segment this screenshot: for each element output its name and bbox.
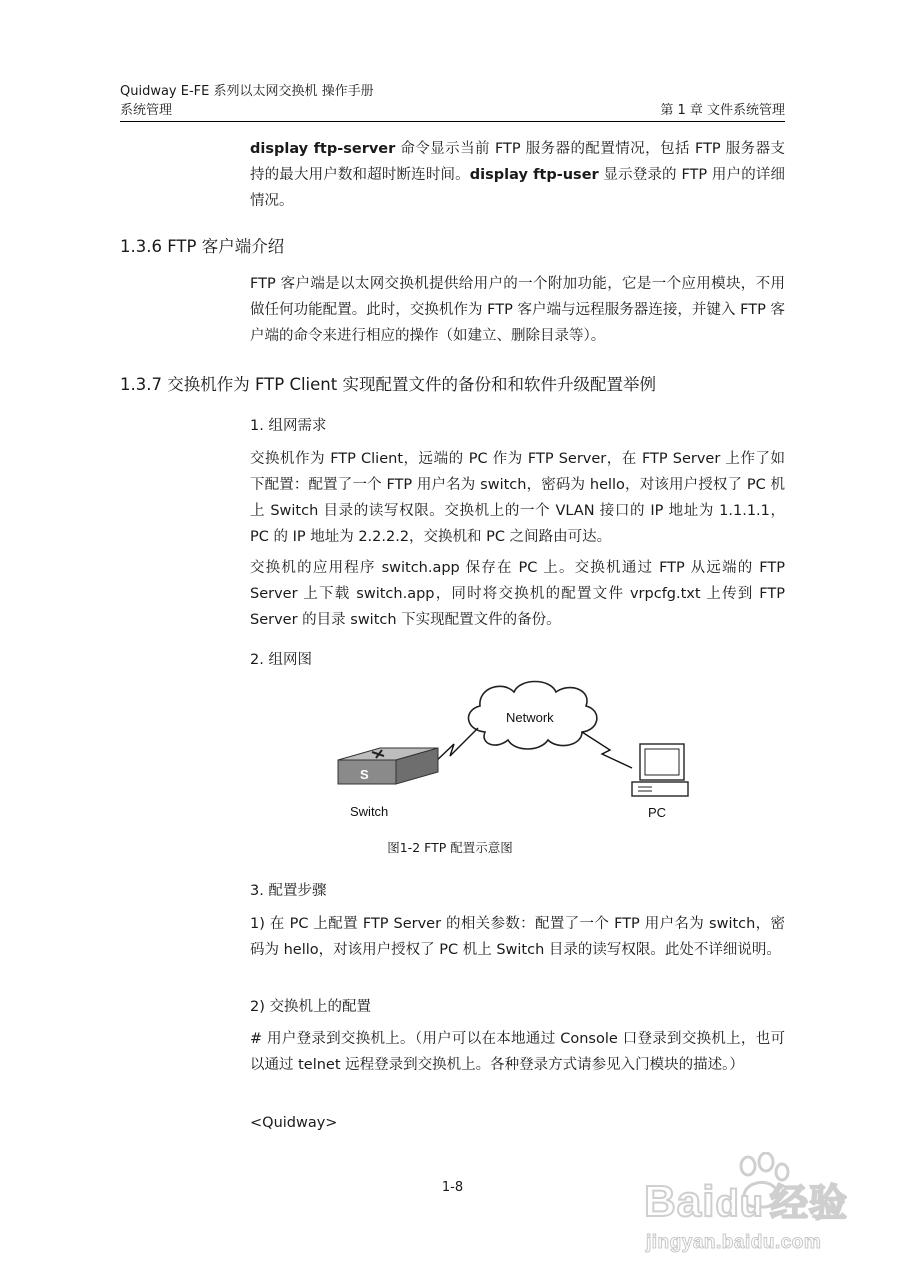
page-number: 1-8 [441, 1180, 464, 1195]
pc-computer-icon [632, 744, 688, 796]
watermark-jingyan: 经验 [769, 1183, 848, 1225]
cmd-display-ftp-server: display ftp-server [250, 141, 396, 157]
intro-text-1: 命令显示当前 FTP 服务器的配置情况，包括 FTP 服务器支持的最大用户数和超时断连时间。 [250, 141, 786, 183]
subheading-steps: 3. 配置步骤 [250, 883, 327, 899]
figure-caption: 图1-2 FTP 配置示意图 [387, 840, 513, 855]
header-section: 系统管理 [120, 103, 173, 118]
watermark-bai: Bai [644, 1177, 716, 1226]
cmd-display-ftp-user: display ftp-user [469, 167, 599, 183]
watermark-url: jingyan.baidu.com [646, 1232, 822, 1253]
heading-1-3-6: 1.3.6 FTP 客户端介绍 [120, 237, 285, 256]
header-rule [120, 121, 785, 122]
switch-label: Switch [350, 804, 389, 819]
step-2-note: # 用户登录到交换机上。（用户可以在本地通过 Console 口登录到交换机上，也可以通过 telnet 远程登录到交换机上。各种登录方式请参见入门模块的描述。） [250, 1031, 785, 1073]
switch-device [338, 748, 438, 784]
subheading-requirements: 1. 组网需求 [250, 418, 327, 434]
step-1-paragraph: 1) 在 PC 上配置 FTP Server 的相关参数：配置了一个 FTP 用户名为 switch，密码为 hello，对该用户授权了 PC 机上 Switch 目录的读写权限。此处不详细说明。 [250, 916, 785, 958]
network-diagram [320, 670, 720, 830]
network-label: Network [506, 710, 554, 725]
watermark-du: du [715, 1183, 764, 1225]
intro-text-2: 显示登录的 FTP 用户的详细情况。 [250, 167, 786, 209]
baidu-jingyan-watermark [640, 1152, 890, 1262]
link-switch-network [432, 728, 478, 765]
requirements-paragraph-1: 交换机作为 FTP Client，远端的 PC 作为 FTP Server，在 FTP Server 上作了如下配置：配置了一个 FTP 用户名为 switch，密码为 hello，对该用户授权了 PC 机上 Switch 目录的读写权限。交换机上的一个 VLAN 接口的 IP 地址为 1.1.1.1，PC 的 IP 地址为 2.2.2.2，交换机和 PC 之间路由可达。 [250, 451, 785, 545]
header-chapter: 第 1 章 文件系统管理 [660, 103, 785, 118]
link-network-pc [582, 732, 632, 768]
subheading-diagram: 2. 组网图 [250, 652, 312, 668]
ftp-client-paragraph: FTP 客户端是以太网交换机提供给用户的一个附加功能，它是一个应用模块，不用做任何功能配置。此时，交换机作为 FTP 客户端与远程服务器连接，并键入 FTP 客户端的命令来进行相应的操作（如建立、删除目录等）。 [250, 276, 785, 344]
pc-label: PC [648, 805, 667, 820]
switch-glyph: S [360, 767, 369, 782]
header-title: Quidway E-FE 系列以太网交换机 操作手册 [120, 84, 374, 99]
requirements-paragraph-2: 交换机的应用程序 switch.app 保存在 PC 上。交换机通过 FTP 从远端的 FTP Server 上下载 switch.app，同时将交换机的配置文件 vrpcfg.txt 上传到 FTP Server 的目录 switch 下实现配置文件的备份。 [250, 560, 785, 628]
heading-1-3-7: 1.3.7 交换机作为 FTP Client 实现配置文件的备份和和软件升级配置举例 [120, 375, 656, 394]
step-2-heading: 2) 交换机上的配置 [250, 999, 371, 1015]
cli-prompt: <Quidway> [250, 1115, 338, 1131]
intro-paragraph [250, 136, 785, 214]
